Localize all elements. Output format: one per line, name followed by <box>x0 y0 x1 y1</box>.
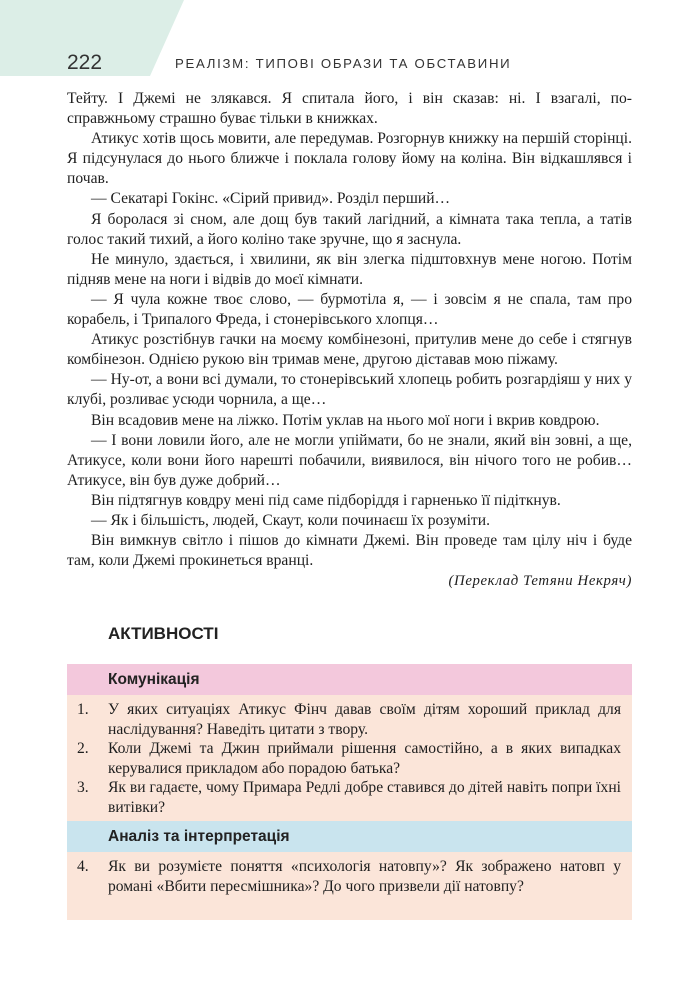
paragraph: Я боролася зі сном, але дощ був такий лагідний, а кімната така тепла, а татів голос такий тихий, а його коліно таке зручне, що я заснула. <box>67 210 632 248</box>
paragraph: — Я чула кожне твоє слово, — бурмотіла я, — і зовсім я не спала, там про корабель, і Трипалого Фреда, і стонерівського хлопця… <box>67 290 632 329</box>
story-text <box>67 89 632 591</box>
task-item <box>67 739 632 778</box>
page-number: 222 <box>67 51 103 74</box>
paragraph: — Як і більшість, людей, Скаут, коли починаєш їх розуміти. <box>91 511 490 529</box>
section-heading-communication: Комунікація <box>67 664 632 695</box>
paragraph: Він всадовив мене на ліжко. Потім уклав на нього мої ноги і вкрив ковдрою. <box>91 411 600 429</box>
task-text: У яких ситуаціях Атикус Фінч давав своїм дітям хороший приклад для наслідування? Наведіть цитати з твору. <box>108 701 621 738</box>
activities-title: АКТИВНОСТІ <box>108 624 219 643</box>
task-number: 2. <box>77 740 89 758</box>
paragraph: Атикус розстібнув гачки на моєму комбінезоні, притулив мене до себе і стягнув комбінезон. Однією рукою він тримав мене, другою діставав мою піжаму. <box>67 331 632 369</box>
task-text: Коли Джемі та Джин приймали рішення самостійно, а в яких випадках керувалися прикладом або порадою батька? <box>108 740 621 777</box>
paragraph: Атикус хотів щось мовити, але передумав. Розгорнув книжку на першій сторінці. Я підсунулася до нього ближче і поклала голову йому на коліна. Він відкашлявся і почав. <box>67 130 632 188</box>
paragraph: — І вони ловили його, але не могли упіймати, бо не знали, який він зовні, а ще, Атикусе, коли вони його нарешті побачили, виявилося, він нічого того не робив… Атикусе, він був дуже добрий… <box>67 431 632 489</box>
paragraph: Він вимкнув світло і пішов до кімнати Джемі. Він проведе там цілу ніч і буде там, коли Джемі прокинеться вранці. <box>67 532 632 570</box>
task-number: 3. <box>77 779 89 797</box>
task-item <box>67 857 632 896</box>
task-item <box>67 700 632 739</box>
task-text: Як ви гадаєте, чому Примара Редлі добре ставився до дітей навіть попри їхні витівки? <box>108 779 621 816</box>
task-list-communication <box>67 695 632 821</box>
paragraph: Тейту. І Джемі не злякався. Я спитала його, і він сказав: ні. І взагалі, по-справжньому страшно буває тільки в книжках. <box>67 90 632 128</box>
task-list-analysis <box>67 852 632 920</box>
task-text: Як ви розумієте поняття «психологія натовпу»? Як зображено натовп у романі «Вбити пересмішника»? До чого призвели дії натовпу? <box>108 858 621 895</box>
section-heading-analysis: Аналіз та інтерпретація <box>67 821 632 852</box>
task-number: 1. <box>77 701 89 718</box>
paragraph: Не минуло, здається, і хвилини, як він злегка підштовхнув мене ногою. Потім підняв мене на ноги і відвів до моєї кімнати. <box>67 250 632 288</box>
page-header <box>67 50 511 76</box>
task-item <box>67 778 632 817</box>
paragraph: Він підтягнув ковдру мені під саме підборіддя і гарненько її підіткнув. <box>91 491 561 509</box>
paragraph: — Ну-от, а вони всі думали, то стонерівський хлопець робить розгардіяш у них у клубі, розливає усюди чорнила, а ще… <box>67 371 632 409</box>
running-title: РЕАЛІЗМ: ТИПОВІ ОБРАЗИ ТА ОБСТАВИНИ <box>175 55 512 71</box>
task-number: 4. <box>77 858 89 875</box>
translator-credit: (Переклад Тетяни Некряч) <box>448 573 632 590</box>
paragraph: — Секатарі Гокінс. «Сірий привид». Розділ перший… <box>91 190 451 208</box>
